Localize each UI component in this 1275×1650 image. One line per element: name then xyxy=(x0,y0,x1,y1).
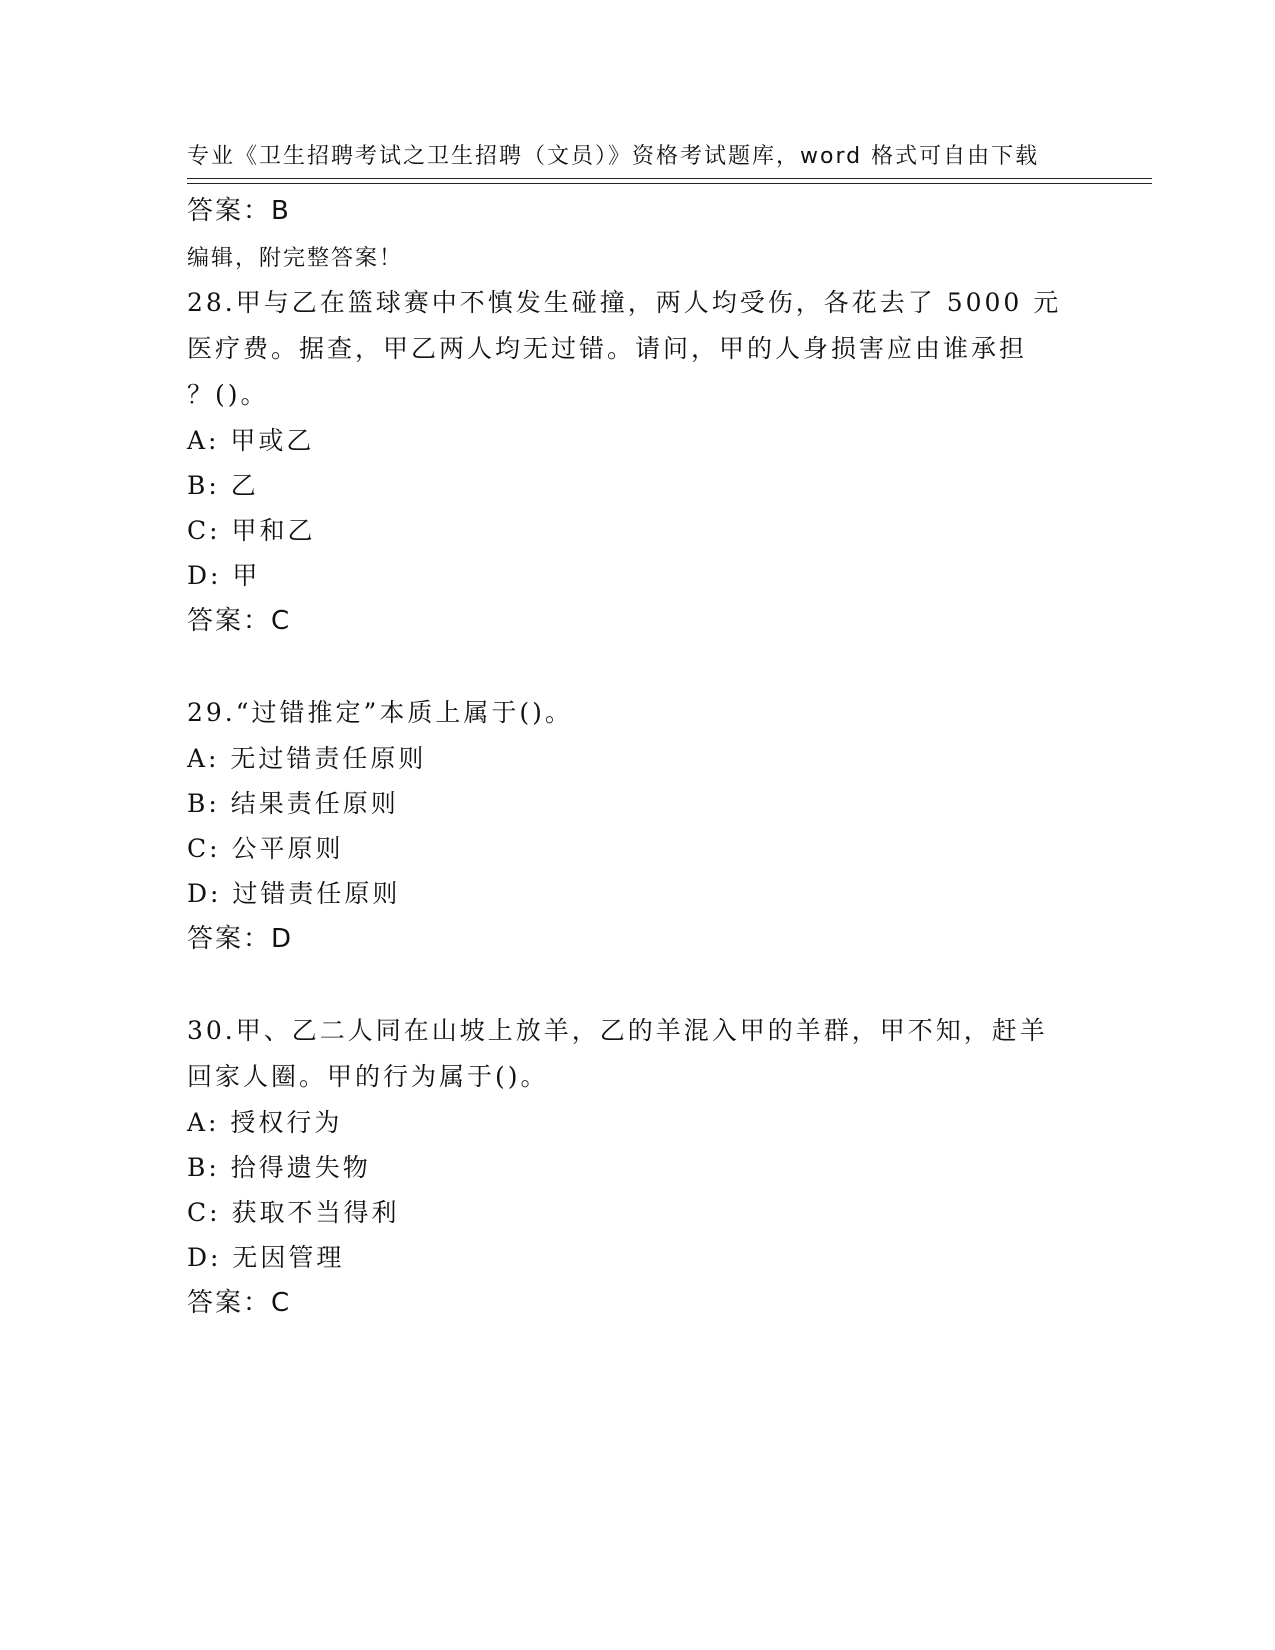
option-c: C: 甲和乙 xyxy=(187,516,316,545)
question-text-line: 29.“过错推定”本质上属于()。 xyxy=(187,698,573,727)
answer-30 xyxy=(187,1280,1107,1326)
option-a: A: 授权行为 xyxy=(187,1108,343,1137)
question-28 xyxy=(187,280,1107,644)
option-a: A: 甲或乙 xyxy=(187,426,315,455)
answer-value: D xyxy=(271,924,293,954)
option-b: B: 乙 xyxy=(187,471,259,500)
question-29 xyxy=(187,690,1107,962)
option-c: C: 获取不当得利 xyxy=(187,1198,400,1227)
answer-label: 答案： xyxy=(187,606,272,636)
answer-value: B xyxy=(271,196,290,226)
document-body xyxy=(187,188,1107,1326)
answer-previous xyxy=(187,188,1107,234)
answer-29 xyxy=(187,916,1107,962)
question-text-line: 医疗费。据查，甲乙两人均无过错。请问，甲的人身损害应由谁承担 xyxy=(187,334,1028,363)
option-d: D: 无因管理 xyxy=(187,1243,345,1272)
header-rule-bottom xyxy=(187,183,1152,184)
question-text-line: 28.甲与乙在篮球赛中不慎发生碰撞，两人均受伤，各花去了 5000 元 xyxy=(187,288,1062,317)
question-text-line: 回家人圈。甲的行为属于()。 xyxy=(187,1062,549,1091)
option-c: C: 公平原则 xyxy=(187,834,344,863)
answer-label: 答案： xyxy=(187,196,272,226)
answer-28 xyxy=(187,598,1107,644)
answer-label: 答案： xyxy=(187,1288,272,1318)
question-30 xyxy=(187,1008,1107,1326)
answer-label: 答案： xyxy=(187,924,272,954)
answer-value: C xyxy=(271,1288,291,1318)
option-d: D: 甲 xyxy=(187,561,261,590)
option-a: A: 无过错责任原则 xyxy=(187,744,427,773)
option-b: B: 拾得遗失物 xyxy=(187,1153,371,1182)
header-rule-top xyxy=(187,178,1152,179)
option-b: B: 结果责任原则 xyxy=(187,789,399,818)
header-line-1: 专业《卫生招聘考试之卫生招聘（文员）》资格考试题库，word 格式可自由下载 xyxy=(187,144,1040,169)
question-text-line: 30.甲、乙二人同在山坡上放羊，乙的羊混入甲的羊群，甲不知，赶羊 xyxy=(187,1016,1048,1045)
question-text-line: ？()。 xyxy=(187,380,269,409)
header-line-2: 编辑，附完整答案！ xyxy=(187,246,404,271)
option-d: D: 过错责任原则 xyxy=(187,879,401,908)
answer-value: C xyxy=(271,606,291,636)
